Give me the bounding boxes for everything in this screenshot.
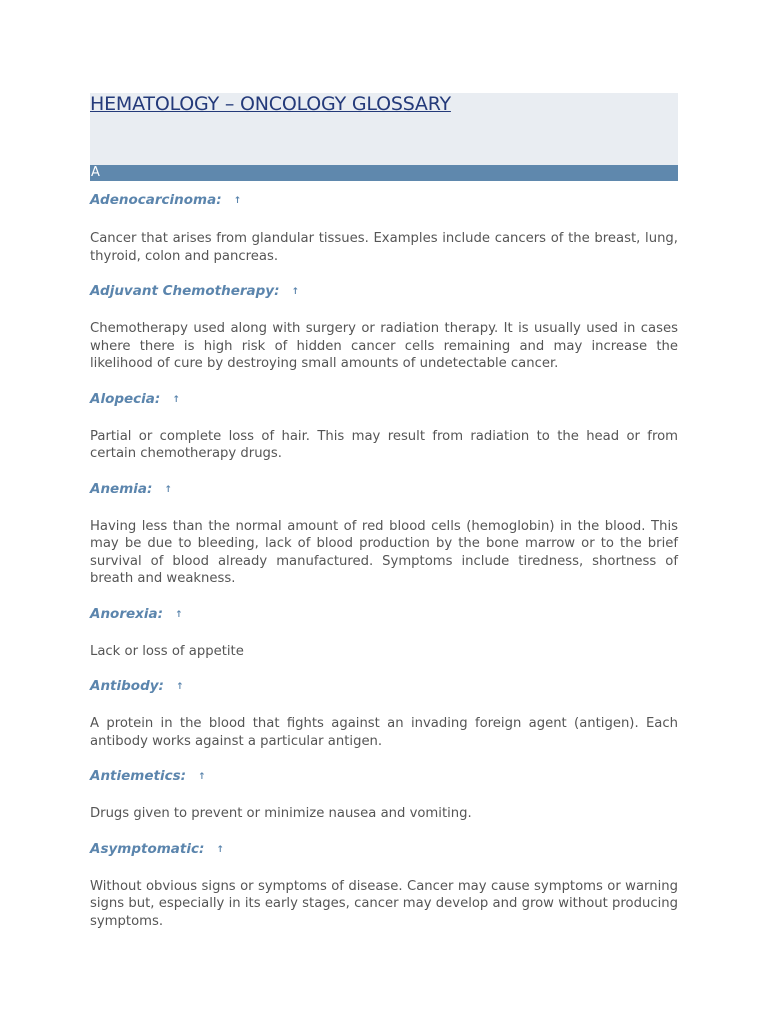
glossary-term: Asymptomatic: ↑ [90,840,224,857]
glossary-entry [90,191,678,265]
page-title[interactable]: HEMATOLOGY – ONCOLOGY GLOSSARY [90,93,451,115]
back-to-top-icon[interactable]: ↑ [172,394,180,405]
back-to-top-icon[interactable]: ↑ [216,844,224,855]
back-to-top-icon[interactable]: ↑ [233,196,242,206]
glossary-term: Anorexia: ↑ [90,605,183,622]
glossary-definition: Partial or complete loss of hair. This may result from radiation to the head or from certain chemotherapy drugs. [90,428,678,461]
section-letter-bar: A [90,165,678,181]
back-to-top-icon[interactable]: ↑ [164,484,172,495]
glossary-entry [90,840,678,931]
back-to-top-icon[interactable]: ↑ [198,772,206,782]
glossary-term: Antiemetics: ↑ [90,768,206,784]
glossary-definition: Having less than the normal amount of red blood cells (hemoglobin) in the blood. This may be due to bleeding, lack of blood production by the bone marrow or to the brief survival of blood already manufactured. Symptoms include tiredness, shortness of breath and weakness. [90,518,678,586]
glossary-term: Alopecia: ↑ [90,390,180,407]
glossary-entry [90,677,678,750]
glossary-page [90,93,678,930]
glossary-term: Anemia: ↑ [90,480,172,497]
glossary-entry [90,390,678,463]
back-to-top-icon[interactable]: ↑ [175,609,183,620]
glossary-term: Antibody: ↑ [90,678,184,694]
glossary-definition: A protein in the blood that fights against an invading foreign agent (antigen). Each antibody works against a particular antigen. [90,716,678,749]
glossary-entry [90,480,678,588]
glossary-definition: Without obvious signs or symptoms of disease. Cancer may cause symptoms or warning signs but, especially in its early stages, cancer may develop and grow without producing symptoms. [90,878,678,929]
title-box [90,93,678,165]
glossary-term: Adenocarcinoma: ↑ [90,192,242,208]
glossary-definition: Cancer that arises from glandular tissues. Examples include cancers of the breast, lung, thyroid, colon and pancreas. [90,231,678,264]
back-to-top-icon[interactable]: ↑ [175,682,184,692]
glossary-definition: Drugs given to prevent or minimize nausea and vomiting. [90,806,472,821]
glossary-term: Adjuvant Chemotherapy: ↑ [90,283,300,299]
glossary-entry [90,282,678,373]
glossary-entry [90,605,678,661]
back-to-top-icon[interactable]: ↑ [291,287,300,297]
glossary-definition: Lack or loss of appetite [90,643,244,659]
glossary-definition: Chemotherapy used along with surgery or radiation therapy. It is usually used in cases where there is high risk of hidden cancer cells remaining and may increase the likelihood of cure by destroying small amounts of undetectable cancer. [90,321,678,371]
glossary-entry [90,767,678,823]
